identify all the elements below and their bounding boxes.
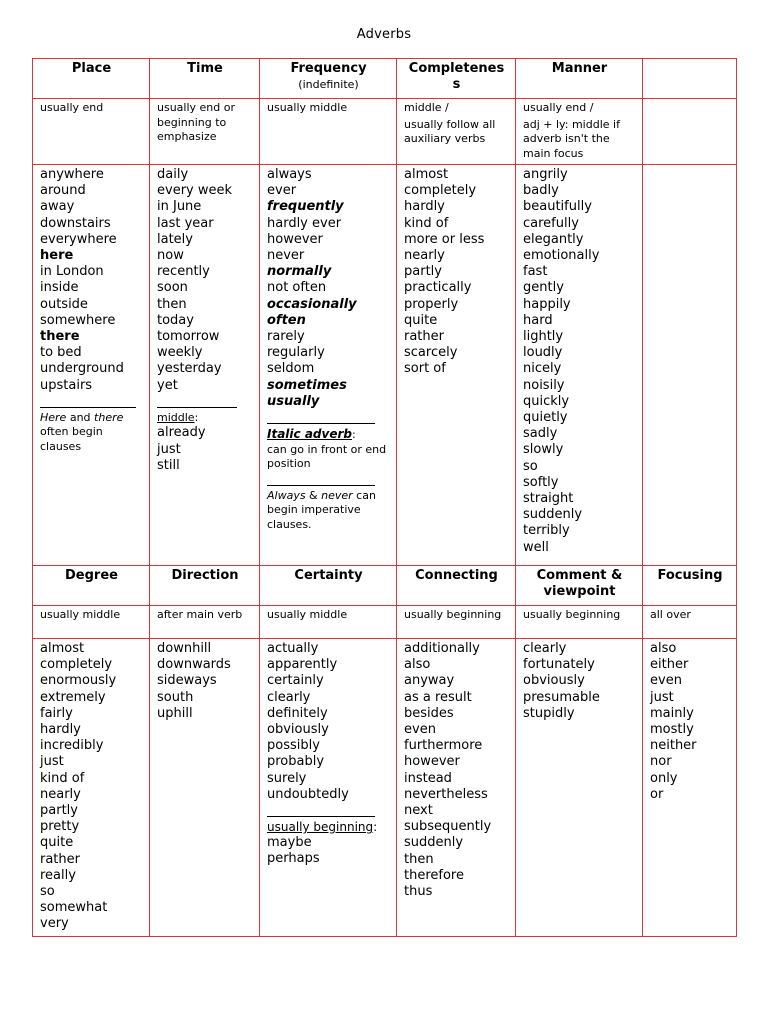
- list-item: mainly: [650, 705, 694, 721]
- header-frequency: [260, 59, 397, 99]
- list-item: frequently: [267, 199, 344, 215]
- list-item: so: [523, 458, 538, 474]
- list-item: carefully: [523, 215, 579, 231]
- header-comment-viewpoint: [516, 566, 643, 606]
- position-empty: [643, 99, 737, 165]
- list-connecting: [397, 639, 516, 937]
- list-item: also: [650, 641, 677, 656]
- list-item: maybe: [267, 834, 312, 850]
- position-time: usually end or beginning to emphasize: [150, 99, 260, 165]
- italic-note: can go in front or end position: [267, 442, 387, 471]
- list-item: daily: [157, 167, 189, 182]
- list-item: pretty: [40, 819, 80, 835]
- list-item: rarely: [267, 329, 305, 345]
- position-focusing: all over: [643, 606, 737, 639]
- position-place: usually end: [33, 99, 150, 165]
- list-item: everywhere: [40, 231, 117, 247]
- list-item: gently: [523, 280, 564, 296]
- list-item: terribly: [523, 523, 570, 539]
- always-never-note: [267, 489, 390, 533]
- list-item: emotionally: [523, 248, 600, 264]
- note-here: Here: [40, 410, 67, 424]
- list-direction: [150, 639, 260, 937]
- note-there: there: [94, 410, 124, 424]
- list-item: so: [40, 884, 55, 900]
- bottom-position-row: [33, 606, 737, 639]
- list-item: sort of: [404, 361, 446, 377]
- italic-colon: :: [351, 428, 356, 442]
- list-item: yet: [157, 377, 178, 393]
- position-completeness-2: usually follow all auxiliary verbs: [404, 117, 496, 145]
- header-time: Time: [150, 59, 260, 99]
- list-item: in London: [40, 264, 104, 280]
- position-manner-1: usually end /: [523, 101, 594, 114]
- place-note: [40, 411, 143, 455]
- list-manner: [516, 165, 643, 566]
- list-item: fortunately: [523, 657, 595, 673]
- note-always-rest: can begin imperative clauses.: [267, 488, 376, 531]
- list-item: presumable: [523, 689, 600, 705]
- list-item: south: [157, 689, 194, 705]
- list-completeness: [397, 165, 516, 566]
- list-item: really: [40, 867, 76, 883]
- list-item: downhill: [157, 641, 212, 656]
- list-item: properly: [404, 296, 459, 312]
- list-item: sadly: [523, 426, 558, 442]
- list-item: next: [404, 803, 433, 819]
- list-item: fast: [523, 264, 548, 280]
- list-item: to bed: [40, 345, 82, 361]
- list-item: probably: [267, 754, 325, 770]
- header-frequency-label: Frequency: [290, 61, 367, 76]
- list-item: soon: [157, 280, 188, 296]
- list-item: badly: [523, 183, 559, 199]
- list-item: practically: [404, 280, 472, 296]
- list-item: nearly: [40, 786, 81, 802]
- list-item: hardly: [404, 199, 445, 215]
- list-item: kind of: [404, 215, 449, 231]
- list-focusing: [643, 639, 737, 937]
- list-item: also: [404, 657, 431, 673]
- list-item: furthermore: [404, 738, 483, 754]
- position-frequency: usually middle: [260, 99, 397, 165]
- note-never: never: [321, 488, 353, 502]
- adverbs-table: [32, 58, 737, 937]
- list-degree: [33, 639, 150, 937]
- list-item: anywhere: [40, 167, 104, 182]
- list-item: definitely: [267, 705, 328, 721]
- header-completeness: [397, 59, 516, 99]
- list-item: additionally: [404, 641, 480, 656]
- list-item: recently: [157, 264, 210, 280]
- list-item: never: [267, 248, 305, 264]
- list-item: yesterday: [157, 361, 222, 377]
- list-item: completely: [40, 657, 113, 673]
- list-item: already: [157, 425, 206, 441]
- list-item: happily: [523, 296, 571, 312]
- position-certainty: usually middle: [260, 606, 397, 639]
- top-header-row: [33, 59, 737, 99]
- list-place: [33, 165, 150, 566]
- header-comment-label: Comment &: [536, 568, 623, 583]
- beginning-colon: :: [373, 820, 378, 835]
- list-item: elegantly: [523, 231, 584, 247]
- separator-line: [157, 394, 237, 408]
- position-completeness-1: middle /: [404, 101, 449, 114]
- list-item: enormously: [40, 673, 117, 689]
- list-item: hardly ever: [267, 215, 342, 231]
- list-item: as a result: [404, 689, 472, 705]
- header-connecting: Connecting: [397, 566, 516, 606]
- list-item: kind of: [40, 770, 85, 786]
- list-item: however: [404, 754, 460, 770]
- list-item: well: [523, 539, 549, 555]
- header-focusing: Focusing: [643, 566, 737, 606]
- list-item: weekly: [157, 345, 203, 361]
- header-direction: Direction: [150, 566, 260, 606]
- position-connecting: usually beginning: [397, 606, 516, 639]
- list-item: nicely: [523, 361, 562, 377]
- position-direction: after main verb: [150, 606, 260, 639]
- list-item: then: [157, 296, 187, 312]
- note-amp: &: [305, 488, 322, 502]
- list-item: around: [40, 183, 86, 199]
- list-item: either: [650, 657, 689, 673]
- list-item: slowly: [523, 442, 564, 458]
- list-item: noisily: [523, 377, 565, 393]
- list-item: possibly: [267, 738, 320, 754]
- list-item: loudly: [523, 345, 563, 361]
- list-item: even: [404, 722, 436, 738]
- position-comment: usually beginning: [516, 606, 643, 639]
- list-comment-viewpoint: [516, 639, 643, 937]
- certainty-beginning-label: [267, 820, 390, 835]
- header-comment-wrap: viewpoint: [543, 584, 616, 599]
- list-item: still: [157, 457, 180, 473]
- list-item: thus: [404, 884, 433, 900]
- list-item: only: [650, 770, 678, 786]
- list-item: tomorrow: [157, 329, 220, 345]
- list-item: obviously: [523, 673, 585, 689]
- list-item: more or less: [404, 231, 485, 247]
- list-item: away: [40, 199, 75, 215]
- header-completeness-label: Completenes: [408, 61, 505, 76]
- list-item: sometimes: [267, 377, 347, 393]
- list-item: instead: [404, 770, 452, 786]
- list-item: inside: [40, 280, 79, 296]
- list-item: incredibly: [40, 738, 104, 754]
- list-item: now: [157, 248, 184, 264]
- list-item: upstairs: [40, 377, 93, 393]
- list-item: occasionally: [267, 296, 357, 312]
- list-item: certainly: [267, 673, 324, 689]
- header-certainty: Certainty: [260, 566, 397, 606]
- list-item: fairly: [40, 705, 73, 721]
- list-item: here: [40, 248, 74, 264]
- list-item: even: [650, 673, 682, 689]
- italic-adverb-note: [267, 427, 390, 472]
- list-item: today: [157, 312, 194, 328]
- header-place: Place: [33, 59, 150, 99]
- list-item: apparently: [267, 657, 338, 673]
- separator-line: [267, 410, 375, 424]
- list-item: outside: [40, 296, 88, 312]
- list-item: downstairs: [40, 215, 111, 231]
- list-item: usually: [267, 393, 320, 409]
- list-item: last year: [157, 215, 214, 231]
- list-item: sideways: [157, 673, 217, 689]
- list-item: hard: [523, 312, 553, 328]
- separator-line: [267, 803, 375, 817]
- list-item: anyway: [404, 673, 455, 689]
- list-item: mostly: [650, 722, 694, 738]
- list-item: obviously: [267, 722, 329, 738]
- list-item: suddenly: [523, 507, 583, 523]
- list-item: nearly: [404, 248, 445, 264]
- position-completeness: [397, 99, 516, 165]
- list-item: not often: [267, 280, 327, 296]
- page-title: Adverbs: [356, 27, 412, 42]
- list-item: quite: [404, 312, 438, 328]
- list-item: besides: [404, 705, 454, 721]
- time-middle-label: [157, 411, 253, 426]
- list-item: seldom: [267, 361, 315, 377]
- list-item: stupidly: [523, 705, 575, 721]
- note-always: Always: [267, 488, 306, 502]
- list-item: lightly: [523, 329, 564, 345]
- list-item: just: [650, 689, 674, 705]
- list-item: uphill: [157, 705, 193, 721]
- list-certainty: [260, 639, 397, 937]
- list-item: softly: [523, 474, 559, 490]
- list-item: in June: [157, 199, 202, 215]
- list-item: subsequently: [404, 819, 492, 835]
- list-item: ever: [267, 183, 297, 199]
- list-item: neither: [650, 738, 697, 754]
- list-item: almost: [40, 641, 85, 656]
- list-item: undoubtedly: [267, 786, 349, 802]
- list-item: quickly: [523, 393, 570, 409]
- list-item: surely: [267, 770, 307, 786]
- list-item: rather: [404, 329, 444, 345]
- position-manner-2: adj + ly: middle if adverb isn't the main focus: [523, 117, 620, 160]
- position-manner: [516, 99, 643, 165]
- list-item: or: [650, 786, 664, 802]
- list-item: lately: [157, 231, 193, 247]
- list-item: rather: [40, 851, 80, 867]
- header-frequency-sub: (indefinite): [298, 78, 359, 91]
- list-item: partly: [40, 803, 78, 819]
- list-item: clearly: [267, 689, 311, 705]
- note-and: and: [66, 410, 95, 424]
- list-item: just: [157, 441, 181, 457]
- list-item: therefore: [404, 867, 464, 883]
- list-item: actually: [267, 641, 319, 656]
- list-item: nevertheless: [404, 786, 488, 802]
- list-item: somewhat: [40, 900, 108, 916]
- list-item: normally: [267, 264, 332, 280]
- list-item: almost: [404, 167, 449, 182]
- list-item: there: [40, 329, 80, 345]
- list-item: then: [404, 851, 434, 867]
- list-item: extremely: [40, 689, 106, 705]
- separator-line: [267, 472, 375, 486]
- list-item: underground: [40, 361, 124, 377]
- middle-colon: :: [194, 410, 199, 424]
- list-item: beautifully: [523, 199, 592, 215]
- note-rest: often begin clauses: [40, 425, 103, 453]
- top-position-row: [33, 99, 737, 165]
- list-item: hardly: [40, 722, 81, 738]
- list-item: perhaps: [267, 850, 320, 866]
- separator-line: [40, 394, 136, 408]
- bottom-list-row: [33, 639, 737, 937]
- middle-label: middle: [157, 410, 195, 424]
- list-item: regularly: [267, 345, 325, 361]
- header-degree: Degree: [33, 566, 150, 606]
- header-manner: Manner: [516, 59, 643, 99]
- list-time: [150, 165, 260, 566]
- header-completeness-wrap: s: [452, 77, 461, 92]
- list-item: however: [267, 231, 323, 247]
- top-list-row: [33, 165, 737, 566]
- list-item: downwards: [157, 657, 231, 673]
- list-item: straight: [523, 491, 574, 507]
- list-item: quietly: [523, 410, 568, 426]
- list-item: just: [40, 754, 64, 770]
- list-item: clearly: [523, 641, 567, 656]
- beginning-label: usually beginning: [267, 820, 374, 835]
- list-item: every week: [157, 183, 233, 199]
- list-item: always: [267, 167, 312, 182]
- italic-label: Italic adverb: [267, 427, 352, 442]
- list-item: suddenly: [404, 835, 464, 851]
- list-item: often: [267, 312, 306, 328]
- list-empty: [643, 165, 737, 566]
- list-item: nor: [650, 754, 672, 770]
- bottom-header-row: [33, 566, 737, 606]
- list-item: scarcely: [404, 345, 458, 361]
- header-empty: [643, 59, 737, 99]
- position-degree: usually middle: [33, 606, 150, 639]
- list-item: partly: [404, 264, 442, 280]
- list-item: angrily: [523, 167, 568, 182]
- list-item: completely: [404, 183, 477, 199]
- list-item: very: [40, 916, 69, 932]
- list-item: quite: [40, 835, 74, 851]
- list-frequency: [260, 165, 397, 566]
- list-item: somewhere: [40, 312, 116, 328]
